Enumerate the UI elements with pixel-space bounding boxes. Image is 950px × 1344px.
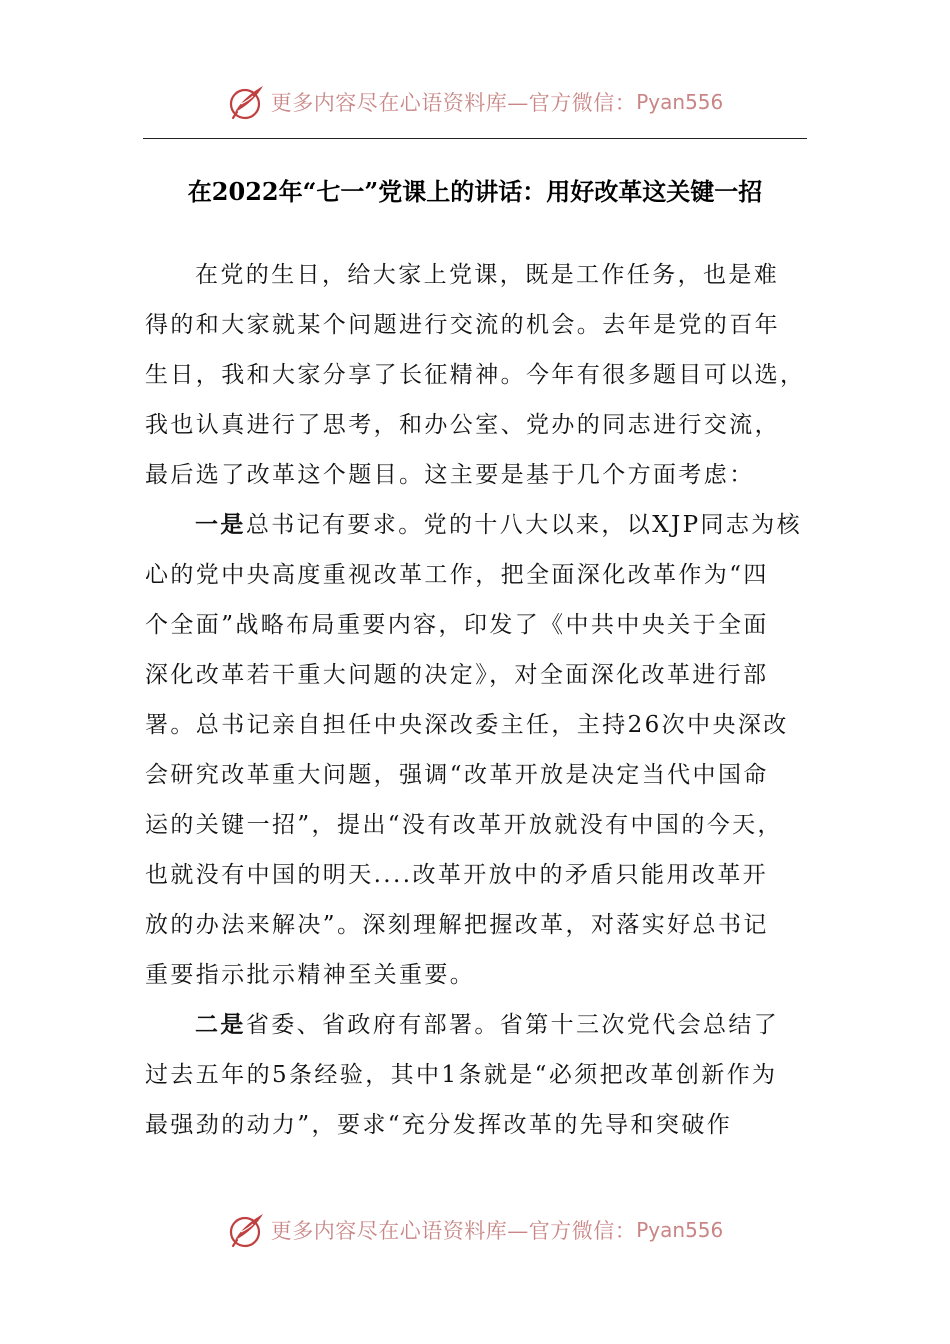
line-text: 也就没有中国的明天....改革开放中的矛盾只能用改革开 bbox=[145, 862, 769, 888]
line-text: 署。总书记亲自担任中央深改委主任，主持26次中央深改 bbox=[145, 712, 789, 738]
text-line bbox=[145, 450, 811, 500]
text-line bbox=[145, 250, 811, 300]
watermark-text: 更多内容尽在心语资料库—官方微信： bbox=[270, 91, 637, 115]
watermark-handle: Pyan556 bbox=[636, 90, 724, 114]
paragraph-lead: 一是 bbox=[195, 511, 246, 538]
line-text: 在党的生日，给大家上党课，既是工作任务，也是难 bbox=[195, 262, 780, 288]
text-line bbox=[145, 500, 811, 550]
text-line bbox=[145, 650, 811, 700]
quill-logo-icon bbox=[227, 82, 267, 122]
text-line bbox=[145, 700, 811, 750]
text-line bbox=[145, 800, 811, 850]
watermark-handle: Pyan556 bbox=[636, 1218, 724, 1242]
line-text: 我也认真进行了思考，和办公室、党办的同志进行交流， bbox=[145, 412, 780, 438]
line-text: 总书记有要求。党的十八大以来，以XJP同志为核 bbox=[245, 512, 803, 538]
text-line bbox=[145, 850, 811, 900]
text-line bbox=[145, 1100, 811, 1150]
line-text: 最强劲的动力”，要求“充分发挥改革的先导和突破作 bbox=[145, 1112, 733, 1138]
text-line bbox=[145, 900, 811, 950]
line-text: 过去五年的5条经验，其中1条就是“必须把改革创新作为 bbox=[145, 1062, 778, 1088]
line-text: 心的党中央高度重视改革工作，把全面深化改革作为“四 bbox=[145, 562, 769, 588]
text-line bbox=[145, 300, 811, 350]
line-text: 重要指示批示精神至关重要。 bbox=[145, 962, 476, 988]
text-line bbox=[145, 550, 811, 600]
header-rule bbox=[143, 138, 807, 139]
text-line bbox=[145, 350, 811, 400]
document-body bbox=[145, 250, 811, 1150]
line-text: 个全面”战略布局重要内容，印发了《中共中央关于全面 bbox=[145, 612, 769, 638]
text-line bbox=[145, 750, 811, 800]
line-text: 放的办法来解决”。深刻理解把握改革，对落实好总书记 bbox=[145, 912, 769, 938]
quill-logo-icon bbox=[227, 1210, 267, 1250]
line-text: 省委、省政府有部署。省第十三次党代会总结了 bbox=[245, 1012, 780, 1038]
line-text: 深化改革若干重大问题的决定》，对全面深化改革进行部 bbox=[145, 662, 769, 688]
watermark-text: 更多内容尽在心语资料库—官方微信： bbox=[270, 1219, 637, 1243]
text-line bbox=[145, 400, 811, 450]
line-text: 得的和大家就某个问题进行交流的机会。去年是党的百年 bbox=[145, 312, 780, 338]
text-line bbox=[145, 1000, 811, 1050]
text-line bbox=[145, 950, 811, 1000]
text-line bbox=[145, 1050, 811, 1100]
watermark-header bbox=[0, 82, 950, 122]
document-title: 在2022年“七一”党课上的讲话：用好改革这关键一招 bbox=[187, 177, 763, 206]
line-text: 会研究改革重大问题，强调“改革开放是决定当代中国命 bbox=[145, 762, 769, 788]
text-line bbox=[145, 600, 811, 650]
line-text: 生日，我和大家分享了长征精神。今年有很多题目可以选， bbox=[145, 362, 806, 388]
line-text: 运的关键一招”，提出“没有改革开放就没有中国的今天， bbox=[145, 812, 783, 838]
line-text: 最后选了改革这个题目。这主要是基于几个方面考虑： bbox=[145, 462, 755, 488]
watermark-footer bbox=[0, 1210, 950, 1250]
paragraph-lead: 二是 bbox=[195, 1011, 246, 1038]
